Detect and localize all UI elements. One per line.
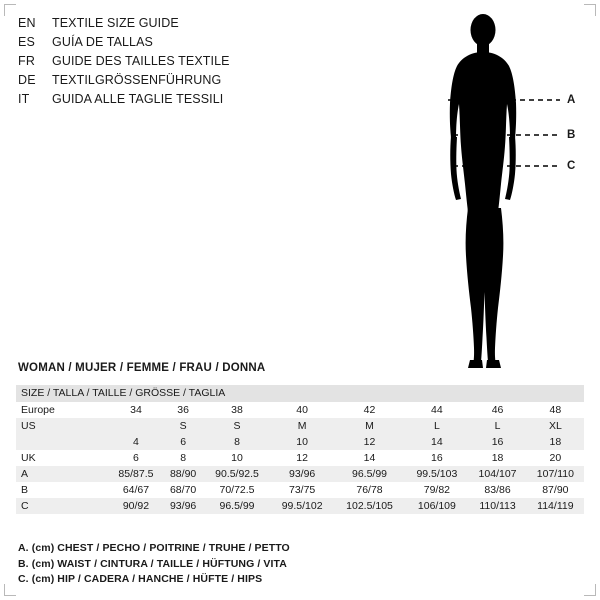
cell-a-7: 107/110	[527, 466, 584, 482]
row-label-b: B	[16, 482, 109, 498]
cell-c-1: 93/96	[163, 498, 203, 514]
cell-uk-0: 6	[109, 450, 163, 466]
size-table	[16, 385, 584, 514]
row-label-us: US	[16, 418, 109, 434]
row-label-europe: Europe	[16, 402, 109, 418]
language-title-en: TEXTILE SIZE GUIDE	[52, 16, 179, 30]
language-code-fr: FR	[18, 54, 36, 68]
cell-uk-3: 12	[271, 450, 334, 466]
language-title-list	[18, 14, 318, 109]
cell-b-0: 64/67	[109, 482, 163, 498]
cell-a-4: 96.5/99	[334, 466, 406, 482]
cell-a-3: 93/96	[271, 466, 334, 482]
row-label-us-numeric	[16, 434, 109, 450]
cell-b-1: 68/70	[163, 482, 203, 498]
cell-us-3: M	[271, 418, 334, 434]
cell-uk-7: 20	[527, 450, 584, 466]
cell-c-2: 96.5/99	[203, 498, 270, 514]
section-title-woman: WOMAN / MUJER / FEMME / FRAU / DONNA	[18, 362, 266, 374]
cell-c-7: 114/119	[527, 498, 584, 514]
cell-c-5: 106/109	[405, 498, 468, 514]
corner-mark-bottom-left	[4, 584, 16, 596]
guide-label-c: C	[567, 160, 576, 172]
cell-usnum-4: 12	[334, 434, 406, 450]
measurement-guide-lines	[380, 8, 595, 373]
language-title-de: TEXTILGRÖSSENFÜHRUNG	[52, 73, 222, 87]
cell-c-6: 110/113	[468, 498, 526, 514]
cell-europe-7: 48	[527, 402, 584, 418]
corner-mark-top-left	[4, 4, 16, 16]
cell-europe-3: 40	[271, 402, 334, 418]
guide-label-b: B	[567, 129, 576, 141]
cell-usnum-3: 10	[271, 434, 334, 450]
cell-usnum-6: 16	[468, 434, 526, 450]
cell-b-4: 76/78	[334, 482, 406, 498]
language-code-es: ES	[18, 35, 36, 49]
guide-label-a: A	[567, 94, 576, 106]
cell-uk-6: 18	[468, 450, 526, 466]
cell-uk-5: 16	[405, 450, 468, 466]
cell-a-2: 90.5/92.5	[203, 466, 270, 482]
language-code-en: EN	[18, 16, 36, 30]
table-header-label: SIZE / TALLA / TAILLE / GRÖSSE / TAGLIA	[16, 385, 584, 402]
cell-usnum-5: 14	[405, 434, 468, 450]
row-label-c: C	[16, 498, 109, 514]
cell-europe-1: 36	[163, 402, 203, 418]
cell-us-0	[109, 418, 163, 434]
cell-us-7: XL	[527, 418, 584, 434]
cell-c-0: 90/92	[109, 498, 163, 514]
table-row-b	[16, 482, 584, 498]
language-title-fr: GUIDE DES TAILLES TEXTILE	[52, 54, 230, 68]
corner-mark-bottom-right	[584, 584, 596, 596]
cell-europe-2: 38	[203, 402, 270, 418]
cell-uk-1: 8	[163, 450, 203, 466]
cell-usnum-2: 8	[203, 434, 270, 450]
language-row-de	[18, 71, 318, 90]
measurement-legend	[18, 541, 578, 588]
cell-a-6: 104/107	[468, 466, 526, 482]
language-title-it: GUIDA ALLE TAGLIE TESSILI	[52, 92, 224, 106]
table-row-uk	[16, 450, 584, 466]
cell-usnum-7: 18	[527, 434, 584, 450]
cell-b-7: 87/90	[527, 482, 584, 498]
legend-line-a: A. (cm) CHEST / PECHO / POITRINE / TRUHE / PETTO	[18, 542, 290, 554]
language-row-it	[18, 90, 318, 109]
cell-usnum-1: 6	[163, 434, 203, 450]
cell-b-6: 83/86	[468, 482, 526, 498]
language-row-en	[18, 14, 318, 33]
table-row-us-letter	[16, 418, 584, 434]
cell-us-1: S	[163, 418, 203, 434]
cell-us-4: M	[334, 418, 406, 434]
cell-b-3: 73/75	[271, 482, 334, 498]
cell-europe-5: 44	[405, 402, 468, 418]
cell-b-2: 70/72.5	[203, 482, 270, 498]
table-header-row	[16, 385, 584, 402]
language-code-de: DE	[18, 73, 36, 87]
language-code-it: IT	[18, 92, 30, 106]
cell-europe-6: 46	[468, 402, 526, 418]
cell-c-4: 102.5/105	[334, 498, 406, 514]
table-row-c	[16, 498, 584, 514]
legend-line-c: C. (cm) HIP / CADERA / HANCHE / HÜFTE / HIPS	[18, 573, 263, 585]
cell-us-2: S	[203, 418, 270, 434]
cell-a-1: 88/90	[163, 466, 203, 482]
language-row-es	[18, 33, 318, 52]
cell-us-6: L	[468, 418, 526, 434]
body-figure	[380, 8, 595, 373]
row-label-uk: UK	[16, 450, 109, 466]
cell-uk-4: 14	[334, 450, 406, 466]
cell-a-5: 99.5/103	[405, 466, 468, 482]
cell-us-5: L	[405, 418, 468, 434]
language-row-fr	[18, 52, 318, 71]
cell-uk-2: 10	[203, 450, 270, 466]
language-title-es: GUÍA DE TALLAS	[52, 35, 153, 49]
table-row-europe	[16, 402, 584, 418]
cell-b-5: 79/82	[405, 482, 468, 498]
cell-c-3: 99.5/102	[271, 498, 334, 514]
legend-line-b: B. (cm) WAIST / CINTURA / TAILLE / HÜFTUNG / VITA	[18, 557, 287, 570]
cell-usnum-0: 4	[109, 434, 163, 450]
cell-a-0: 85/87.5	[109, 466, 163, 482]
row-label-a: A	[16, 466, 109, 482]
table-row-us-numeric	[16, 434, 584, 450]
cell-europe-0: 34	[109, 402, 163, 418]
cell-europe-4: 42	[334, 402, 406, 418]
table-row-a	[16, 466, 584, 482]
